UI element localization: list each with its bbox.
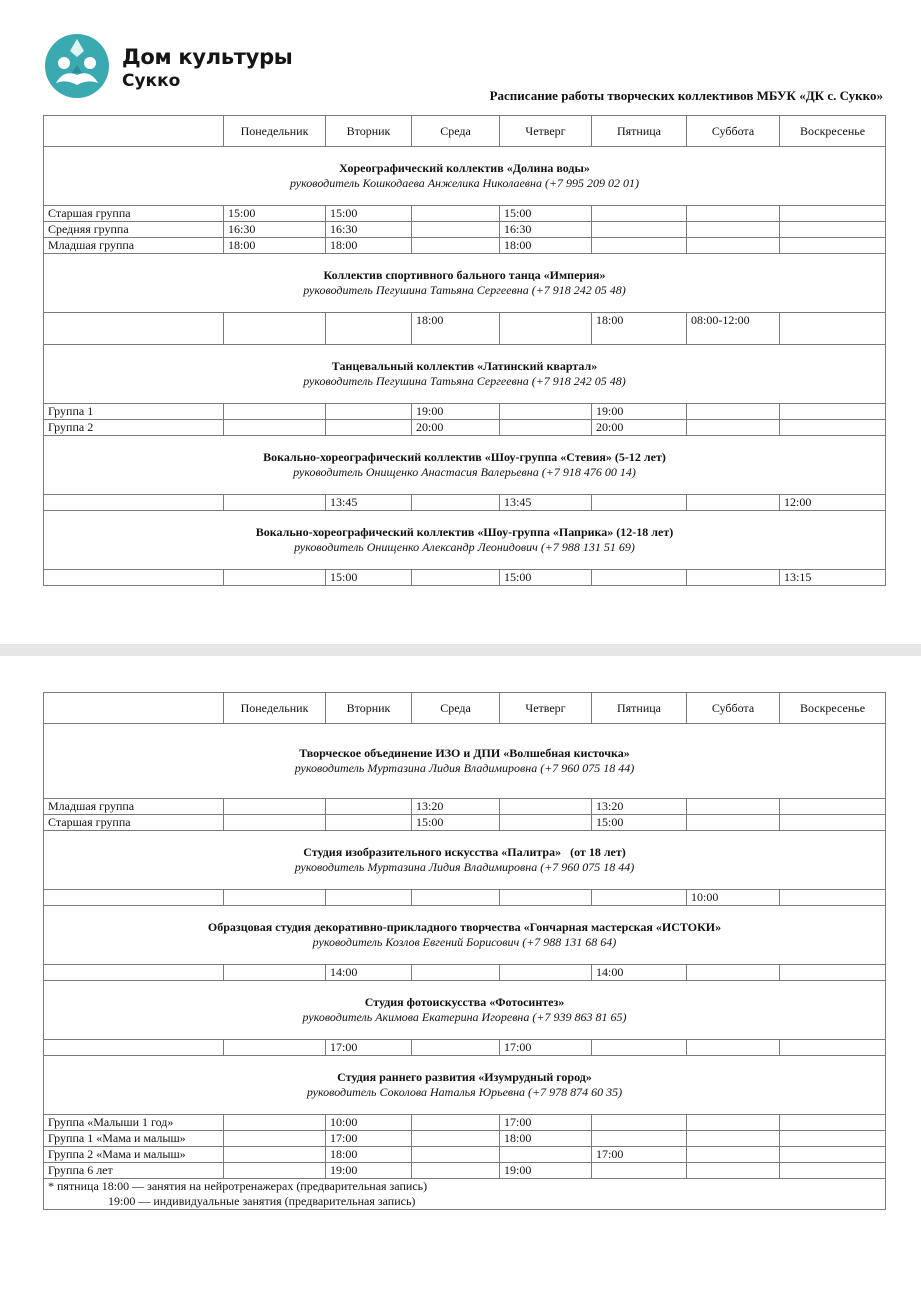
time-cell bbox=[500, 404, 592, 420]
group-header-cell bbox=[44, 436, 886, 495]
time-cell bbox=[780, 222, 886, 238]
time-cell bbox=[687, 1131, 780, 1147]
time-cell bbox=[592, 1131, 687, 1147]
group-leader: руководитель Онищенко Александр Леонидович (+7 988 131 51 69) bbox=[294, 540, 635, 554]
time-cell bbox=[687, 238, 780, 254]
footnote-row bbox=[44, 1179, 886, 1210]
row-label: Старшая группа bbox=[44, 206, 224, 222]
time-cell bbox=[326, 890, 412, 906]
group-name: Творческое объединение ИЗО и ДПИ «Волшебная кисточка» bbox=[299, 746, 630, 760]
group-name: Студия раннего развития «Изумрудный город» bbox=[337, 1070, 592, 1084]
time-cell bbox=[780, 1115, 886, 1131]
table-row bbox=[44, 1115, 886, 1131]
time-cell bbox=[326, 815, 412, 831]
time-cell: 10:00 bbox=[326, 1115, 412, 1131]
header-row bbox=[44, 693, 886, 724]
group-name: Студия изобразительного искусства «Палитра» (от 18 лет) bbox=[303, 845, 626, 859]
time-cell bbox=[687, 420, 780, 436]
time-cell bbox=[780, 815, 886, 831]
time-cell bbox=[224, 313, 326, 345]
group-header-cell bbox=[44, 831, 886, 890]
time-cell bbox=[412, 238, 500, 254]
table-row bbox=[44, 404, 886, 420]
group-header-cell bbox=[44, 906, 886, 965]
time-cell bbox=[224, 1147, 326, 1163]
group-name: Танцевальный коллектив «Латинский квартал» bbox=[331, 359, 598, 373]
table-row bbox=[44, 815, 886, 831]
row-label: Группа 2 «Мама и малыш» bbox=[44, 1147, 224, 1163]
time-cell bbox=[500, 799, 592, 815]
time-cell bbox=[592, 1040, 687, 1056]
time-cell bbox=[780, 313, 886, 345]
day-header: Понедельник bbox=[224, 693, 326, 724]
group-leader: руководитель Соколова Наталья Юрьевна (+7 978 874 60 35) bbox=[306, 1085, 623, 1099]
row-label: Средняя группа bbox=[44, 222, 224, 238]
time-cell bbox=[687, 404, 780, 420]
time-cell bbox=[412, 1040, 500, 1056]
time-cell bbox=[780, 1147, 886, 1163]
row-label bbox=[44, 1040, 224, 1056]
logo-subtitle: Сукко bbox=[122, 71, 181, 91]
time-cell bbox=[592, 570, 687, 586]
time-cell: 16:30 bbox=[224, 222, 326, 238]
time-cell bbox=[592, 238, 687, 254]
time-cell: 19:00 bbox=[412, 404, 500, 420]
time-cell: 18:00 bbox=[592, 313, 687, 345]
header-corner bbox=[44, 116, 224, 147]
time-cell bbox=[592, 222, 687, 238]
time-cell bbox=[687, 1040, 780, 1056]
group-header bbox=[44, 511, 886, 570]
time-cell: 16:30 bbox=[326, 222, 412, 238]
time-cell: 18:00 bbox=[500, 238, 592, 254]
logo-mark-icon bbox=[44, 33, 110, 99]
row-label bbox=[44, 313, 224, 345]
schedule-table bbox=[43, 692, 886, 1210]
table-row bbox=[44, 1147, 886, 1163]
table-row bbox=[44, 890, 886, 906]
group-header bbox=[44, 436, 886, 495]
time-cell bbox=[687, 965, 780, 981]
table-row bbox=[44, 799, 886, 815]
time-cell bbox=[326, 404, 412, 420]
time-cell: 20:00 bbox=[592, 420, 687, 436]
time-cell bbox=[412, 222, 500, 238]
time-cell: 08:00-12:00 bbox=[687, 313, 780, 345]
day-header: Вторник bbox=[326, 116, 412, 147]
time-cell bbox=[224, 1115, 326, 1131]
group-header bbox=[44, 724, 886, 799]
time-cell bbox=[687, 799, 780, 815]
time-cell bbox=[224, 890, 326, 906]
group-header bbox=[44, 147, 886, 206]
time-cell: 15:00 bbox=[500, 570, 592, 586]
time-cell: 15:00 bbox=[592, 815, 687, 831]
time-cell bbox=[224, 1131, 326, 1147]
time-cell bbox=[780, 1131, 886, 1147]
time-cell bbox=[412, 1163, 500, 1179]
time-cell: 18:00 bbox=[500, 1131, 592, 1147]
group-leader: руководитель Акимова Екатерина Игоревна (+7 939 863 81 65) bbox=[302, 1010, 627, 1024]
day-header: Воскресенье bbox=[780, 693, 886, 724]
time-cell: 19:00 bbox=[326, 1163, 412, 1179]
time-cell bbox=[780, 1163, 886, 1179]
time-cell bbox=[412, 495, 500, 511]
group-header bbox=[44, 254, 886, 313]
time-cell bbox=[224, 1163, 326, 1179]
time-cell: 17:00 bbox=[326, 1040, 412, 1056]
time-cell bbox=[592, 890, 687, 906]
time-cell bbox=[326, 799, 412, 815]
time-cell: 15:00 bbox=[326, 570, 412, 586]
logo bbox=[44, 33, 314, 99]
group-header bbox=[44, 831, 886, 890]
time-cell: 19:00 bbox=[592, 404, 687, 420]
time-cell bbox=[780, 1040, 886, 1056]
group-header-cell bbox=[44, 1056, 886, 1115]
day-header: Понедельник bbox=[224, 116, 326, 147]
time-cell: 13:45 bbox=[500, 495, 592, 511]
time-cell bbox=[224, 965, 326, 981]
group-name: Вокально-хореографический коллектив «Шоу-группа «Паприка» (12-18 лет) bbox=[255, 525, 674, 539]
time-cell bbox=[224, 404, 326, 420]
time-cell bbox=[687, 1147, 780, 1163]
day-header: Пятница bbox=[592, 693, 687, 724]
time-cell: 13:15 bbox=[780, 570, 886, 586]
time-cell: 18:00 bbox=[326, 1147, 412, 1163]
row-label: Группа 1 «Мама и малыш» bbox=[44, 1131, 224, 1147]
footnote-line: 19:00 — индивидуальные занятия (предварительная запись) bbox=[108, 1194, 416, 1208]
schedule-page-1 bbox=[0, 0, 921, 644]
group-header bbox=[44, 345, 886, 404]
time-cell bbox=[780, 206, 886, 222]
footnote bbox=[44, 1179, 886, 1210]
group-name: Вокально-хореографический коллектив «Шоу-группа «Стевия» (5-12 лет) bbox=[263, 450, 666, 464]
logo-title: Дом культуры bbox=[122, 45, 293, 69]
time-cell: 14:00 bbox=[326, 965, 412, 981]
table-row bbox=[44, 495, 886, 511]
time-cell bbox=[500, 420, 592, 436]
time-cell: 16:30 bbox=[500, 222, 592, 238]
time-cell bbox=[780, 799, 886, 815]
time-cell: 15:00 bbox=[500, 206, 592, 222]
time-cell: 15:00 bbox=[224, 206, 326, 222]
row-label bbox=[44, 495, 224, 511]
time-cell bbox=[687, 1163, 780, 1179]
time-cell bbox=[687, 815, 780, 831]
time-cell bbox=[412, 570, 500, 586]
time-cell bbox=[500, 1147, 592, 1163]
group-header-cell bbox=[44, 345, 886, 404]
table-row bbox=[44, 570, 886, 586]
day-header: Пятница bbox=[592, 116, 687, 147]
schedule-page-2 bbox=[0, 656, 921, 1300]
time-cell bbox=[687, 222, 780, 238]
time-cell: 13:20 bbox=[412, 799, 500, 815]
table-row bbox=[44, 313, 886, 345]
group-leader: руководитель Муртазина Лидия Владимировна (+7 960 075 18 44) bbox=[294, 860, 635, 874]
table-row bbox=[44, 420, 886, 436]
time-cell bbox=[687, 495, 780, 511]
row-label bbox=[44, 570, 224, 586]
table-row bbox=[44, 965, 886, 981]
row-label: Группа 2 bbox=[44, 420, 224, 436]
time-cell bbox=[687, 570, 780, 586]
group-name: Образцовая студия декоративно-прикладного творчества «Гончарная мастерская «ИСТОКИ» bbox=[207, 920, 722, 934]
time-cell bbox=[224, 1040, 326, 1056]
group-leader: руководитель Пегушина Татьяна Сергеевна (+7 918 242 05 48) bbox=[303, 283, 626, 297]
row-label bbox=[44, 965, 224, 981]
time-cell bbox=[500, 890, 592, 906]
group-name: Коллектив спортивного бального танца «Империя» bbox=[323, 268, 606, 282]
time-cell: 15:00 bbox=[326, 206, 412, 222]
row-label: Группа 6 лет bbox=[44, 1163, 224, 1179]
time-cell bbox=[592, 1163, 687, 1179]
table-row bbox=[44, 1163, 886, 1179]
day-header: Четверг bbox=[500, 693, 592, 724]
header-corner bbox=[44, 693, 224, 724]
group-header bbox=[44, 906, 886, 965]
time-cell: 10:00 bbox=[687, 890, 780, 906]
time-cell bbox=[412, 1147, 500, 1163]
group-leader: руководитель Онищенко Анастасия Валерьевна (+7 918 476 00 14) bbox=[293, 465, 636, 479]
time-cell: 12:00 bbox=[780, 495, 886, 511]
time-cell: 18:00 bbox=[326, 238, 412, 254]
group-header bbox=[44, 981, 886, 1040]
time-cell: 15:00 bbox=[412, 815, 500, 831]
day-header: Суббота bbox=[687, 116, 780, 147]
time-cell: 17:00 bbox=[326, 1131, 412, 1147]
day-header: Среда bbox=[412, 116, 500, 147]
day-header: Суббота bbox=[687, 693, 780, 724]
document-title: Расписание работы творческих коллективов МБУК «ДК с. Сукко» bbox=[489, 88, 883, 103]
time-cell bbox=[780, 404, 886, 420]
day-header: Воскресенье bbox=[780, 116, 886, 147]
row-label: Группа «Малыши 1 год» bbox=[44, 1115, 224, 1131]
time-cell: 14:00 bbox=[592, 965, 687, 981]
time-cell: 20:00 bbox=[412, 420, 500, 436]
time-cell: 18:00 bbox=[412, 313, 500, 345]
table-row bbox=[44, 206, 886, 222]
group-name: Студия фотоискусства «Фотосинтез» bbox=[364, 995, 565, 1009]
time-cell bbox=[500, 815, 592, 831]
time-cell: 17:00 bbox=[500, 1115, 592, 1131]
group-header bbox=[44, 1056, 886, 1115]
time-cell bbox=[412, 890, 500, 906]
group-header-cell bbox=[44, 147, 886, 206]
row-label: Старшая группа bbox=[44, 815, 224, 831]
group-leader: руководитель Кошкодаева Анжелика Николаевна (+7 995 209 02 01) bbox=[289, 176, 640, 190]
time-cell bbox=[412, 965, 500, 981]
row-label: Младшая группа bbox=[44, 238, 224, 254]
time-cell: 17:00 bbox=[592, 1147, 687, 1163]
row-label: Младшая группа bbox=[44, 799, 224, 815]
footnote-line: * пятница 18:00 — занятия на нейротренажерах (предварительная запись) bbox=[48, 1179, 428, 1193]
group-header-cell bbox=[44, 254, 886, 313]
schedule-table bbox=[43, 115, 886, 586]
group-leader: руководитель Пегушина Татьяна Сергеевна (+7 918 242 05 48) bbox=[303, 374, 626, 388]
time-cell: 19:00 bbox=[500, 1163, 592, 1179]
header-row bbox=[44, 116, 886, 147]
row-label: Группа 1 bbox=[44, 404, 224, 420]
time-cell bbox=[780, 238, 886, 254]
time-cell bbox=[687, 1115, 780, 1131]
day-header: Среда bbox=[412, 693, 500, 724]
time-cell bbox=[592, 495, 687, 511]
table-row bbox=[44, 222, 886, 238]
time-cell bbox=[592, 1115, 687, 1131]
day-header: Четверг bbox=[500, 116, 592, 147]
time-cell bbox=[412, 206, 500, 222]
table-row bbox=[44, 1040, 886, 1056]
time-cell bbox=[224, 570, 326, 586]
row-label bbox=[44, 890, 224, 906]
time-cell bbox=[687, 206, 780, 222]
day-header: Вторник bbox=[326, 693, 412, 724]
time-cell bbox=[412, 1115, 500, 1131]
group-header-cell bbox=[44, 724, 886, 799]
time-cell bbox=[500, 313, 592, 345]
time-cell bbox=[326, 420, 412, 436]
group-leader: руководитель Козлов Евгений Борисович (+7 988 131 68 64) bbox=[312, 935, 617, 949]
time-cell bbox=[326, 313, 412, 345]
time-cell bbox=[412, 1131, 500, 1147]
time-cell bbox=[224, 495, 326, 511]
table-row bbox=[44, 238, 886, 254]
group-name: Хореографический коллектив «Долина воды» bbox=[339, 161, 590, 175]
time-cell bbox=[780, 890, 886, 906]
time-cell: 18:00 bbox=[224, 238, 326, 254]
group-header-cell bbox=[44, 981, 886, 1040]
time-cell bbox=[224, 815, 326, 831]
time-cell bbox=[592, 206, 687, 222]
time-cell bbox=[224, 420, 326, 436]
time-cell bbox=[500, 965, 592, 981]
time-cell bbox=[780, 965, 886, 981]
group-header-cell bbox=[44, 511, 886, 570]
time-cell: 13:20 bbox=[592, 799, 687, 815]
group-leader: руководитель Муртазина Лидия Владимировна (+7 960 075 18 44) bbox=[294, 761, 635, 775]
time-cell: 17:00 bbox=[500, 1040, 592, 1056]
time-cell bbox=[224, 799, 326, 815]
time-cell: 13:45 bbox=[326, 495, 412, 511]
time-cell bbox=[780, 420, 886, 436]
table-row bbox=[44, 1131, 886, 1147]
